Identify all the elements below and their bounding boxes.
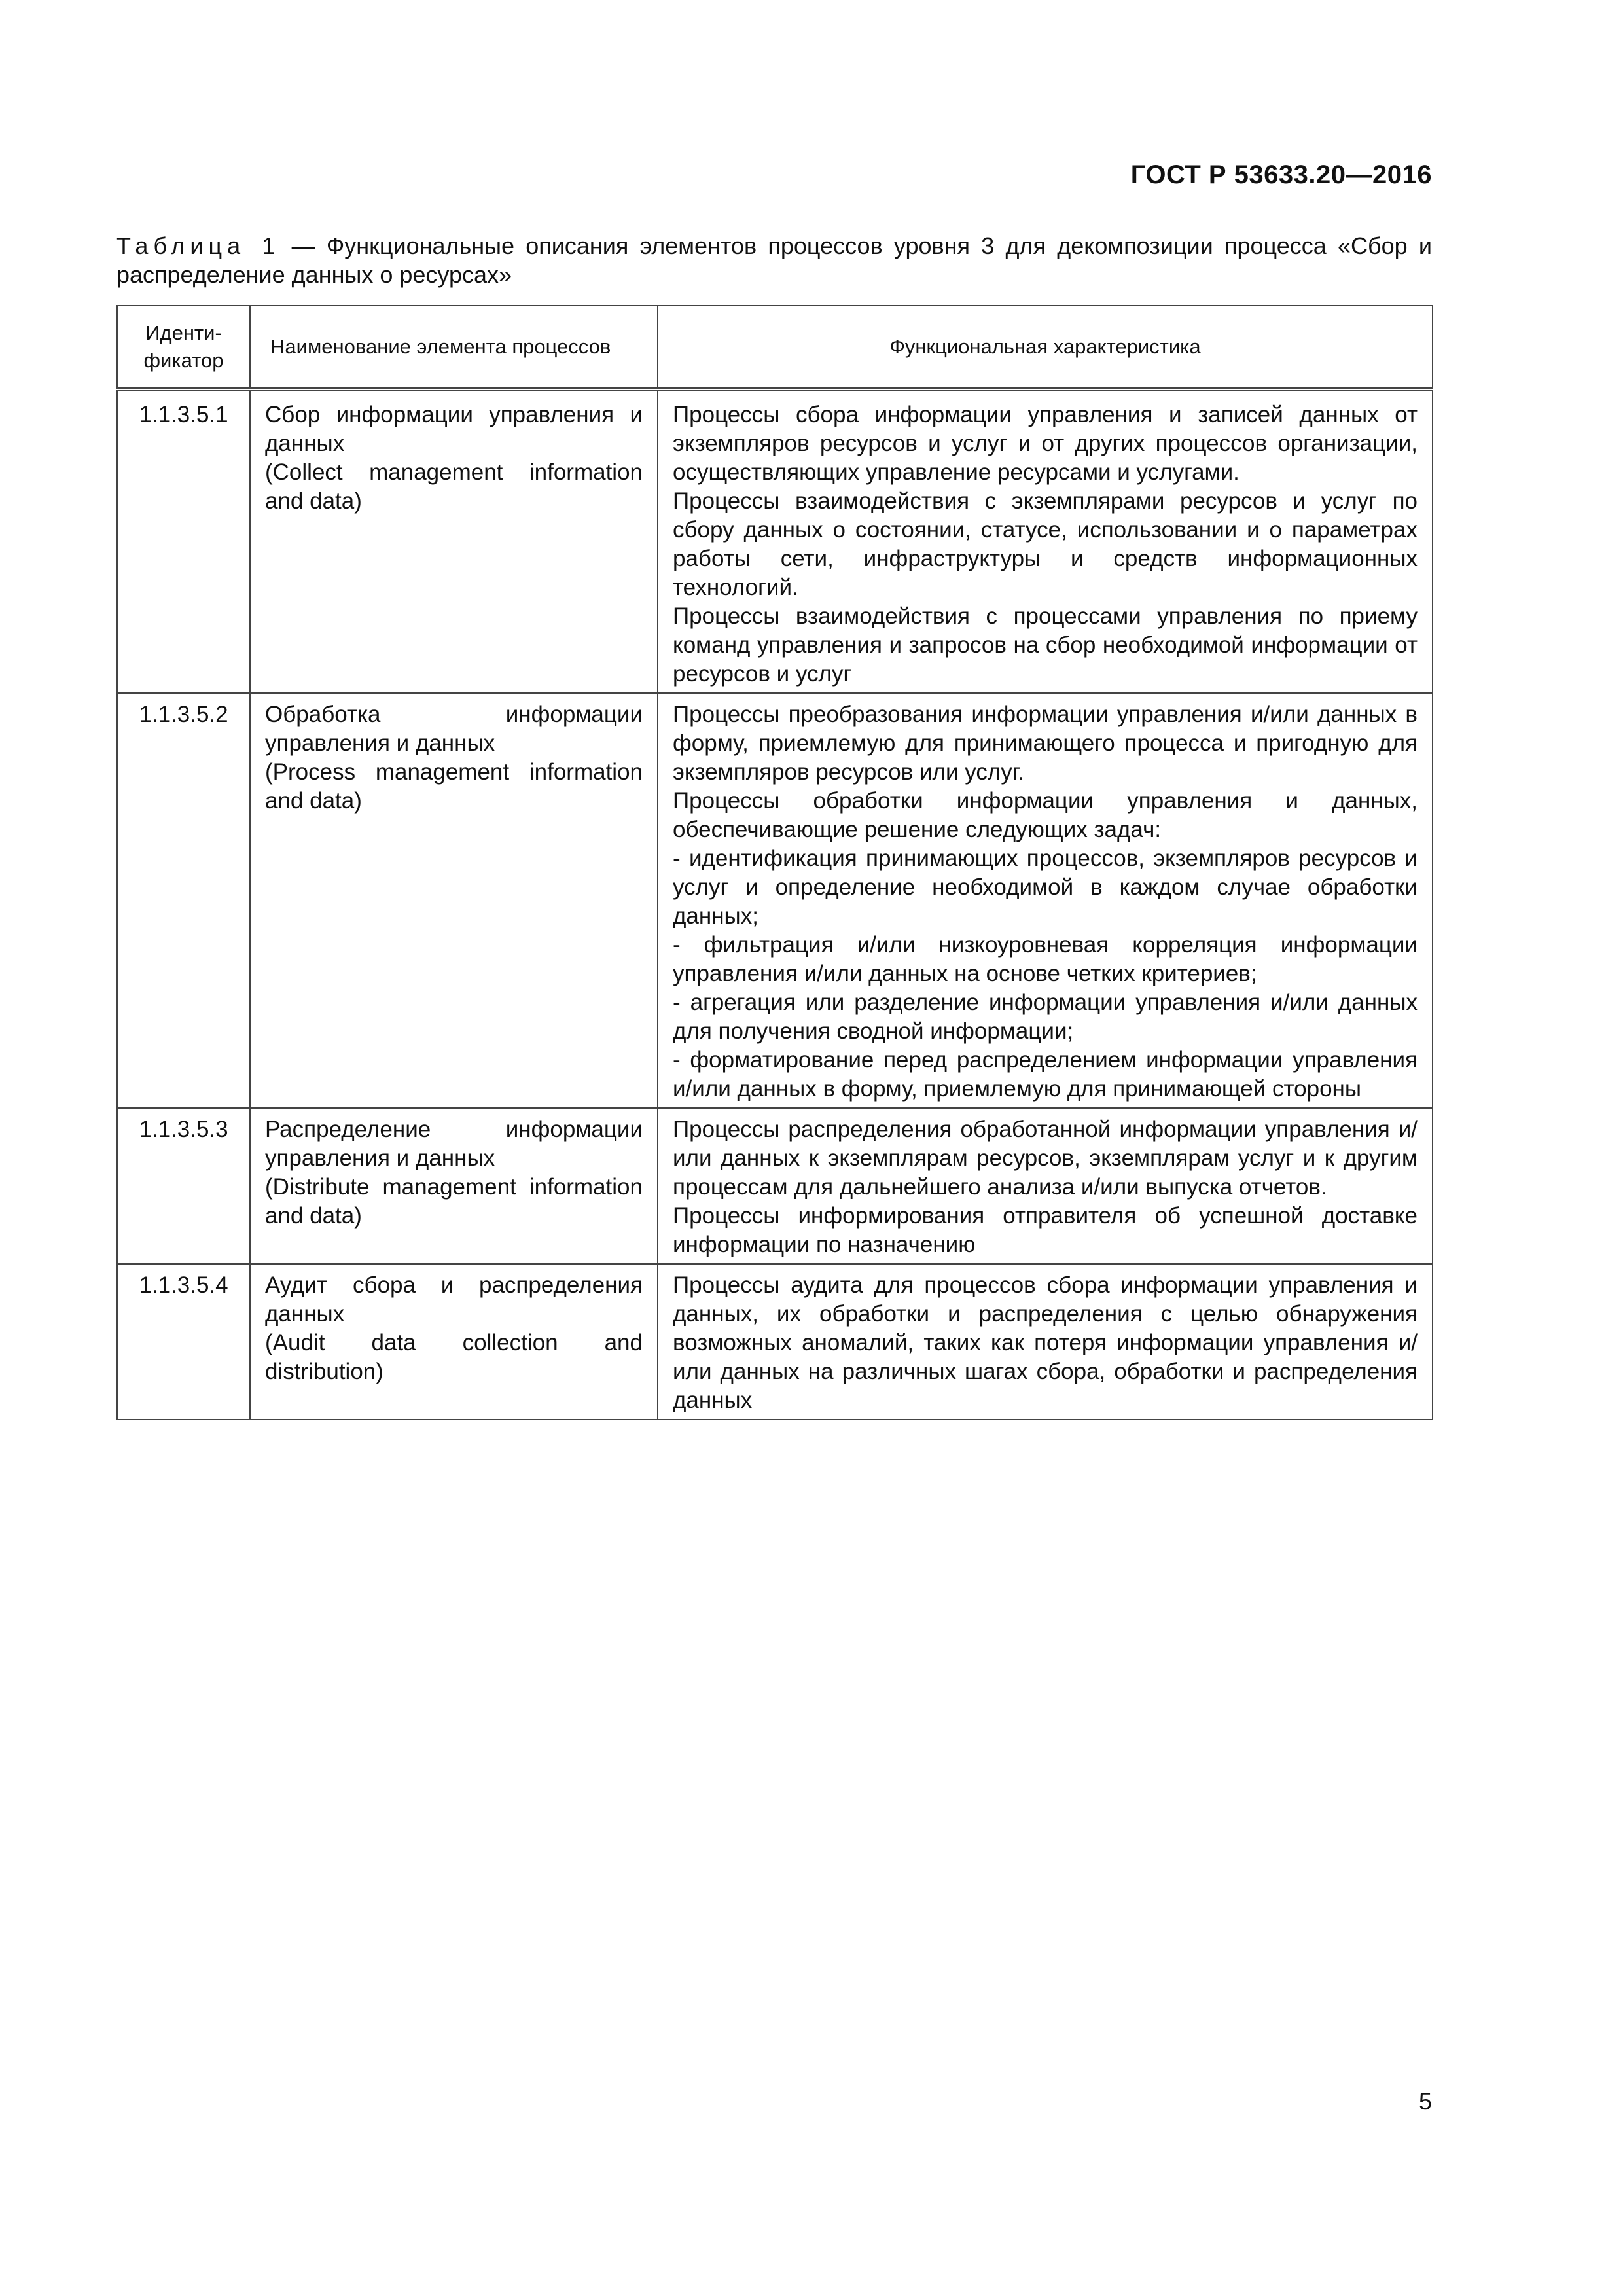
row-description bbox=[658, 693, 1433, 1108]
description-list-item: - фильтрация и/или низкоуровневая корреляция информации управления и/или данных на основе четких критериев; bbox=[673, 932, 1418, 986]
row-description bbox=[658, 389, 1433, 693]
process-name-ru: Распределение информации управления и данных bbox=[265, 1117, 643, 1171]
table-caption bbox=[116, 232, 1432, 289]
row-identifier: 1.1.3.5.3 bbox=[117, 1108, 250, 1264]
process-name-ru: Сбор информации управления и данных bbox=[265, 402, 643, 456]
row-description bbox=[658, 1264, 1433, 1420]
description-paragraph: Процессы сбора информации управления и записей данных от экземпляров ресурсов и услуг и от других процессов организации, осуществляющих управление ресурсами и услугами. bbox=[673, 402, 1418, 485]
row-process-name bbox=[250, 1108, 658, 1264]
description-paragraph: Процессы обработки информации управления и данных, обеспечивающие решение следующих задач: bbox=[673, 788, 1418, 842]
process-name-ru: Обработка информации управления и данных bbox=[265, 702, 643, 756]
table-row bbox=[117, 693, 1433, 1108]
row-identifier: 1.1.3.5.4 bbox=[117, 1264, 250, 1420]
process-name-en: (Audit data collection and distribution) bbox=[265, 1330, 643, 1384]
row-identifier: 1.1.3.5.1 bbox=[117, 389, 250, 693]
table-row bbox=[117, 1108, 1433, 1264]
standard-code: ГОСТ Р 53633.20—2016 bbox=[1130, 160, 1432, 189]
table-caption-text: — Функциональные описания элементов процессов уровня 3 для декомпозиции процесса «Сбор и распределение данных о ресурсах» bbox=[116, 232, 1432, 288]
functional-description-table bbox=[116, 305, 1433, 1420]
table-row bbox=[117, 1264, 1433, 1420]
description-list-item: - агрегация или разделение информации управления и/или данных для получения сводной информации; bbox=[673, 990, 1418, 1044]
row-process-name bbox=[250, 693, 658, 1108]
process-name-en: (Distribute management information and data) bbox=[265, 1174, 643, 1229]
row-process-name bbox=[250, 389, 658, 693]
header-functional-characteristic: Функциональная характеристика bbox=[658, 306, 1433, 389]
row-process-name bbox=[250, 1264, 658, 1420]
process-name-en: (Process management information and data) bbox=[265, 759, 643, 814]
table-header-row bbox=[117, 306, 1433, 389]
description-paragraph: Процессы взаимодействия с процессами управления по приему команд управления и запросов на сбор необходимой информации от ресурсов и услуг bbox=[673, 603, 1418, 687]
row-description bbox=[658, 1108, 1433, 1264]
description-paragraph: Процессы информирования отправителя об успешной доставке информации по назначению bbox=[673, 1203, 1418, 1257]
header-process-element-name: Наименование элемента процессов bbox=[250, 306, 658, 389]
description-paragraph: Процессы взаимодействия с экземплярами ресурсов и услуг по сбору данных о состоянии, статусе, использовании и о параметрах работы сети, инфраструктуры и средств информационных технологий. bbox=[673, 488, 1418, 600]
description-list-item: - форматирование перед распределением информации управления и/или данных в форму, приемлемую для принимающей стороны bbox=[673, 1047, 1418, 1102]
description-paragraph: Процессы распределения обработанной информации управления и/или данных к экземплярам ресурсов, экземплярам услуг и к другим процессам для дальнейшего анализа и/или выпуска отчетов. bbox=[673, 1117, 1418, 1200]
table-caption-label: Таблица 1 bbox=[116, 232, 281, 259]
row-identifier: 1.1.3.5.2 bbox=[117, 693, 250, 1108]
description-paragraph: Процессы аудита для процессов сбора информации управления и данных, их обработки и распределения с целью обнаружения возможных аномалий, таких как потеря информации управления и/или данных на различных шагах сбора, обработки и распределения данных bbox=[673, 1272, 1418, 1413]
description-paragraph: Процессы преобразования информации управления и/или данных в форму, приемлемую для принимающего процесса и пригодную для экземпляров ресурсов или услуг. bbox=[673, 702, 1418, 785]
process-name-ru: Аудит сбора и распределения данных bbox=[265, 1272, 643, 1327]
header-identifier: Иденти-фикатор bbox=[117, 306, 250, 389]
table-row bbox=[117, 389, 1433, 693]
page-number: 5 bbox=[1418, 2088, 1432, 2115]
description-list-item: - идентификация принимающих процессов, экземпляров ресурсов и услуг и определение необходимой в каждом случае обработки данных; bbox=[673, 846, 1418, 929]
process-name-en: (Collect management information and data) bbox=[265, 459, 643, 514]
